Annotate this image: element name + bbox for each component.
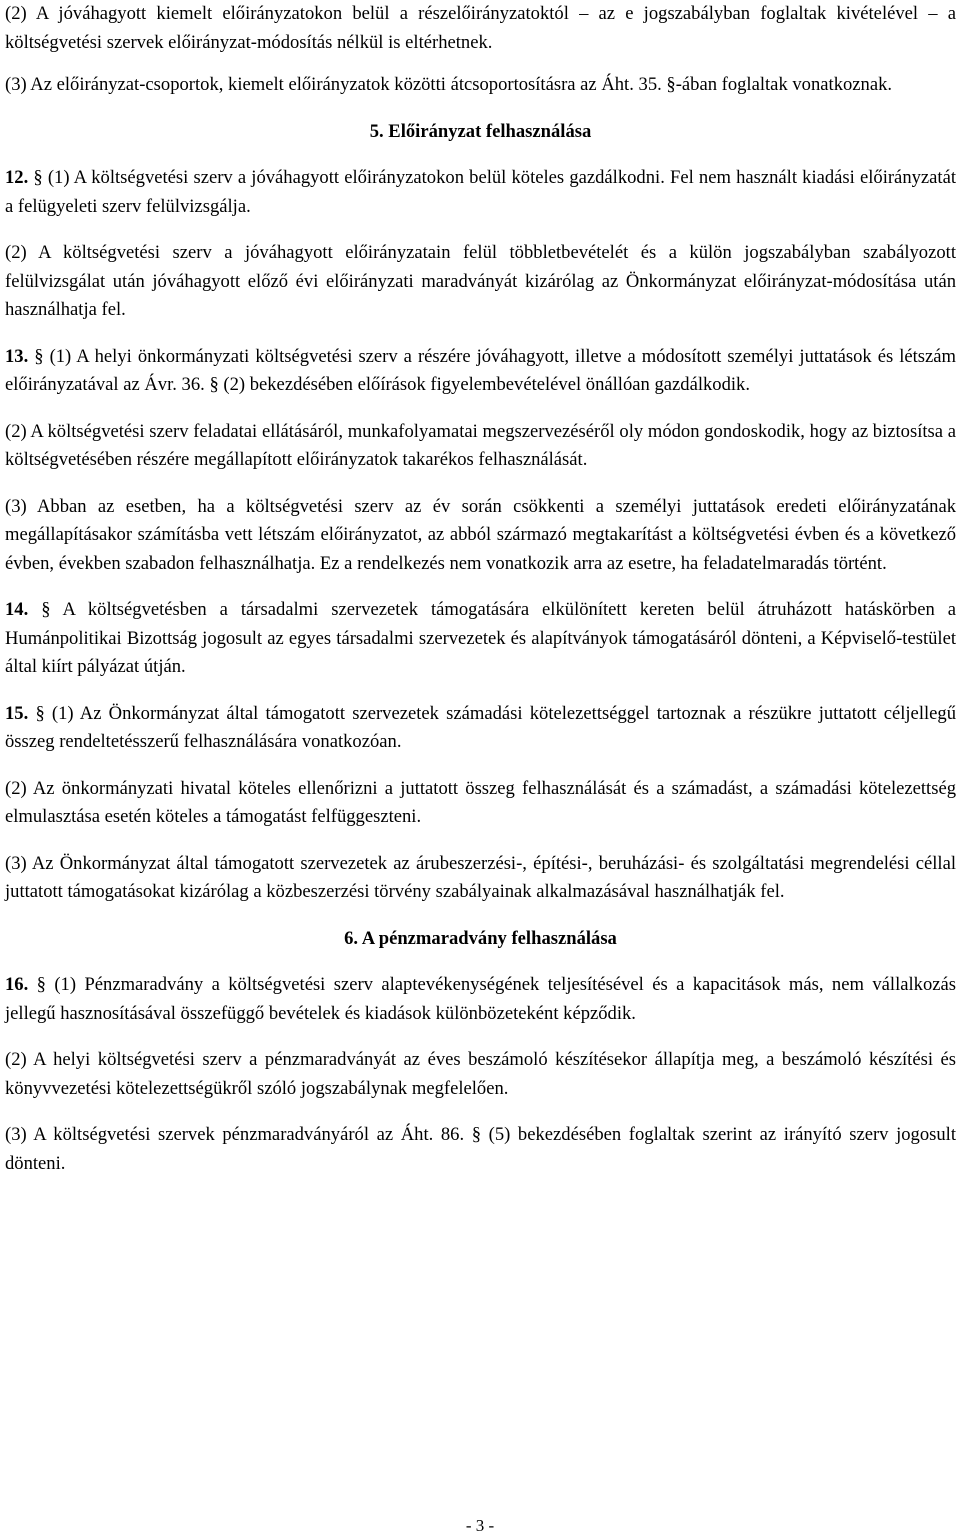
paragraph xyxy=(5,700,956,757)
paragraph: (3) A költségvetési szervek pénzmaradványáról az Áht. 86. § (5) bekezdésében foglaltak szerint az irányító szerv jogosult dönteni. xyxy=(5,1124,956,1174)
section-heading: 5. Előirányzat felhasználása xyxy=(369,120,592,142)
paragraph xyxy=(5,596,956,682)
paragraph-text: § A költségvetésben a társadalmi szervezetek támogatására elkülönített kereten belül átruházott hatáskörben a Humánpolitikai Bizottság jogosult az egyes társadalmi szervezetek és alapítványok támogatásáról dönteni, a Képviselő-testület által kiírt pályázat útján. xyxy=(5,599,956,677)
section-number: 14. xyxy=(5,599,29,620)
paragraph-text: § (1) Az Önkormányzat által támogatott szervezetek számadási kötelezettséggel tartoznak a részükre juttatott céljellegű összeg rendeltetésszerű felhasználására vonatkozóan. xyxy=(5,702,956,752)
paragraph: (2) Az önkormányzati hivatal köteles ellenőrizni a juttatott összeg felhasználását és a számadást, a számadási kötelezettség elmulasztása esetén köteles a támogatást felfüggeszteni. xyxy=(5,777,956,827)
paragraph xyxy=(5,164,956,221)
paragraph: (3) Az előirányzat-csoportok, kiemelt előirányzatok közötti átcsoportosításra az Áht. 35. §-ában foglaltak vonatkoznak. xyxy=(5,74,893,95)
paragraph-text: § (1) A helyi önkormányzati költségvetési szerv a részére jóváhagyott, illetve a módosított személyi juttatások és létszám előirányzatával az Ávr. 36. § (2) bekezdésében előírások figyelembevételével önállóan gazdálkodik. xyxy=(5,345,956,395)
section-number: 15. xyxy=(5,702,29,724)
paragraph: (2) A jóváhagyott kiemelt előirányzatokon belül a részelőirányzatoktól – az e jogszabályban foglaltak kivételével – a költségvetési szervek előirányzat-módosítás nélkül is eltérhetnek. xyxy=(5,3,956,53)
paragraph xyxy=(5,971,956,1028)
page-number: - 3 - xyxy=(465,1516,495,1535)
section-number: 13. xyxy=(5,345,29,367)
section-number: 16. xyxy=(5,974,29,995)
section-number: 12. xyxy=(5,167,29,188)
paragraph: (2) A költségvetési szerv a jóváhagyott előirányzatain felül többletbevételét és a külön jogszabályban szabályozott felülvizsgálat után jóváhagyott előző évi előirányzati maradványát kizárólag az Önkormányzat előirányzat-módosítása után használhatja fel. xyxy=(5,242,956,320)
document-page xyxy=(5,0,956,1178)
section-heading: 6. A pénzmaradvány felhasználása xyxy=(344,927,617,949)
paragraph xyxy=(5,343,956,400)
paragraph: (2) A helyi költségvetési szerv a pénzmaradványát az éves beszámoló készítésekor állapítja meg, a beszámoló készítési és könyvvezetési kötelezettségükről szóló jogszabálynak megfelelően. xyxy=(5,1049,956,1099)
paragraph-text: § (1) Pénzmaradvány a költségvetési szerv alaptevékenységének teljesítésével és a kapacitások más, nem vállalkozás jellegű hasznosításával összefüggő bevételek és kiadások különbözeteként képződik. xyxy=(5,974,956,1024)
paragraph-text: § (1) A költségvetési szerv a jóváhagyott előirányzatokon belül köteles gazdálkodni. Fel nem használt kiadási előirányzatát a felügyeleti szerv felülvizsgálja. xyxy=(5,167,956,217)
paragraph: (3) Abban az esetben, ha a költségvetési szerv az év során csökkenti a személyi juttatások eredeti előirányzatának megállapításakor számításba vett létszám előirányzatot, az abból származó megtakarítást a költségvetési évben és a következő évben, években szabadon felhasználhatja. Ez a rendelkezés nem vonatkozik arra az esetre, ha feladatelmaradás történt. xyxy=(5,495,956,574)
paragraph: (3) Az Önkormányzat által támogatott szervezetek az árubeszerzési-, építési-, beruházási- és szolgáltatási megrendelési céllal juttatott támogatásokat kizárólag a közbeszerzési törvény szabályainak alkalmazásával használhatják fel. xyxy=(5,852,956,902)
paragraph: (2) A költségvetési szerv feladatai ellátásáról, munkafolyamatai megszervezéséről oly módon gondoskodik, hogy az biztosítsa a költségvetésében részére megállapított előirányzatok takarékos felhasználását. xyxy=(5,420,956,470)
